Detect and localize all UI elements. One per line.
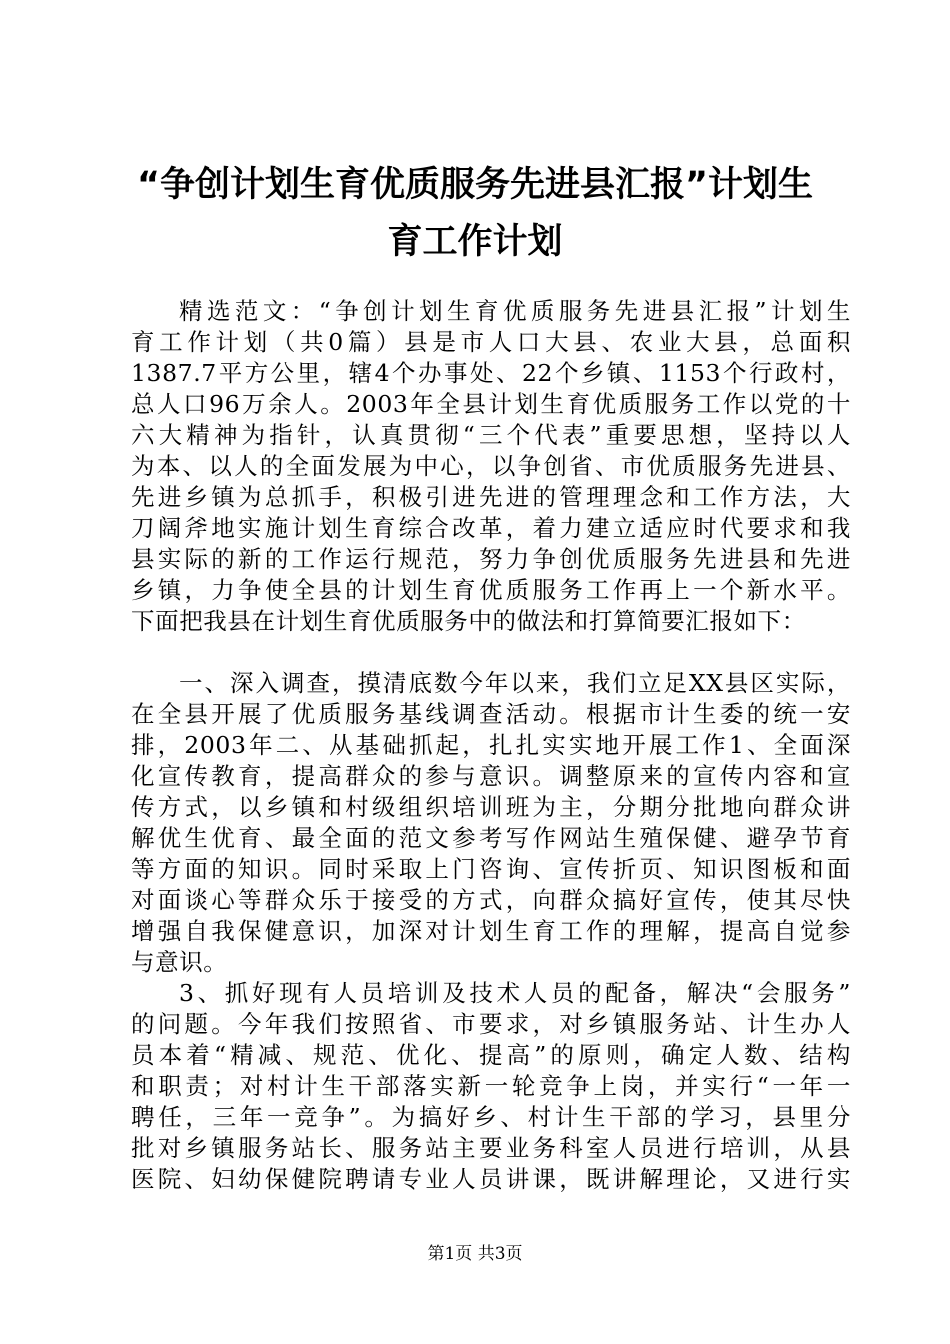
body-line: 化宣传教育，提高群众的参与意识。调整原来的宣传内容和宣 <box>131 762 851 790</box>
body-line: 解优生优育、最全面的范文参考写作网站生殖保健、避孕节育 <box>131 824 851 852</box>
body-line: 增强自我保健意识，加深对计划生育工作的理解，提高自觉参 <box>131 917 851 945</box>
body-line: 乡镇，力争使全县的计划生育优质服务工作再上一个新水平。 <box>131 576 851 604</box>
body-line: 一、深入调查，摸清底数今年以来，我们立足XX县区实际， <box>179 669 851 697</box>
document-title-line-1: “争创计划生育优质服务先进县汇报”计划生 <box>136 165 813 205</box>
body-line: 医院、妇幼保健院聘请专业人员讲课，既讲解理论，又进行实 <box>131 1165 851 1193</box>
body-line: 总人口96万余人。2003年全县计划生育优质服务工作以党的十 <box>131 390 851 418</box>
page-footer: 第1页 共3页 <box>427 1244 523 1264</box>
body-line: 传方式，以乡镇和村级组织培训班为主，分期分批地向群众讲 <box>131 793 851 821</box>
body-line: 3、抓好现有人员培训及技术人员的配备，解决“会服务” <box>179 979 851 1007</box>
document-title-line-2: 育工作计划 <box>387 222 563 262</box>
body-line: 刀阔斧地实施计划生育综合改革，着力建立适应时代要求和我 <box>131 514 851 542</box>
document-body <box>131 296 851 1195</box>
body-line: 下面把我县在计划生育优质服务中的做法和打算简要汇报如下： <box>131 607 806 635</box>
body-line: 聘任，三年一竞争”。为搞好乡、村计生干部的学习，县里分 <box>131 1103 851 1131</box>
body-line: 的问题。今年我们按照省、市要求，对乡镇服务站、计生办人 <box>131 1010 851 1038</box>
body-line: 六大精神为指针，认真贯彻“三个代表”重要思想，坚持以人 <box>131 421 851 449</box>
body-line: 县实际的新的工作运行规范，努力争创优质服务先进县和先进 <box>131 545 851 573</box>
body-line: 为本、以人的全面发展为中心，以争创省、市优质服务先进县、 <box>131 452 851 480</box>
body-line: 1387.7平方公里，辖4个办事处、22个乡镇、1153个行政村， <box>131 359 851 387</box>
body-line: 育工作计划（共0篇）县是市人口大县、农业大县，总面积 <box>131 328 851 356</box>
body-line: 等方面的知识。同时采取上门咨询、宣传折页、知识图板和面 <box>131 855 851 883</box>
body-line: 排，2003年二、从基础抓起，扎扎实实地开展工作1、全面深 <box>131 731 851 759</box>
body-line: 对面谈心等群众乐于接受的方式，向群众搞好宣传，使其尽快 <box>131 886 851 914</box>
body-line: 精选范文：“争创计划生育优质服务先进县汇报”计划生 <box>179 297 851 325</box>
paragraph-gap <box>131 637 851 668</box>
body-line: 先进乡镇为总抓手，积极引进先进的管理理念和工作方法，大 <box>131 483 851 511</box>
body-line: 在全县开展了优质服务基线调查活动。根据市计生委的统一安 <box>131 700 851 728</box>
body-line: 批对乡镇服务站长、服务站主要业务科室人员进行培训，从县 <box>131 1134 851 1162</box>
body-line: 和职责；对村计生干部落实新一轮竞争上岗，并实行“一年一 <box>131 1072 851 1100</box>
body-line: 员本着“精减、规范、优化、提高”的原则，确定人数、结构 <box>131 1041 851 1069</box>
body-line: 与意识。 <box>131 948 228 976</box>
